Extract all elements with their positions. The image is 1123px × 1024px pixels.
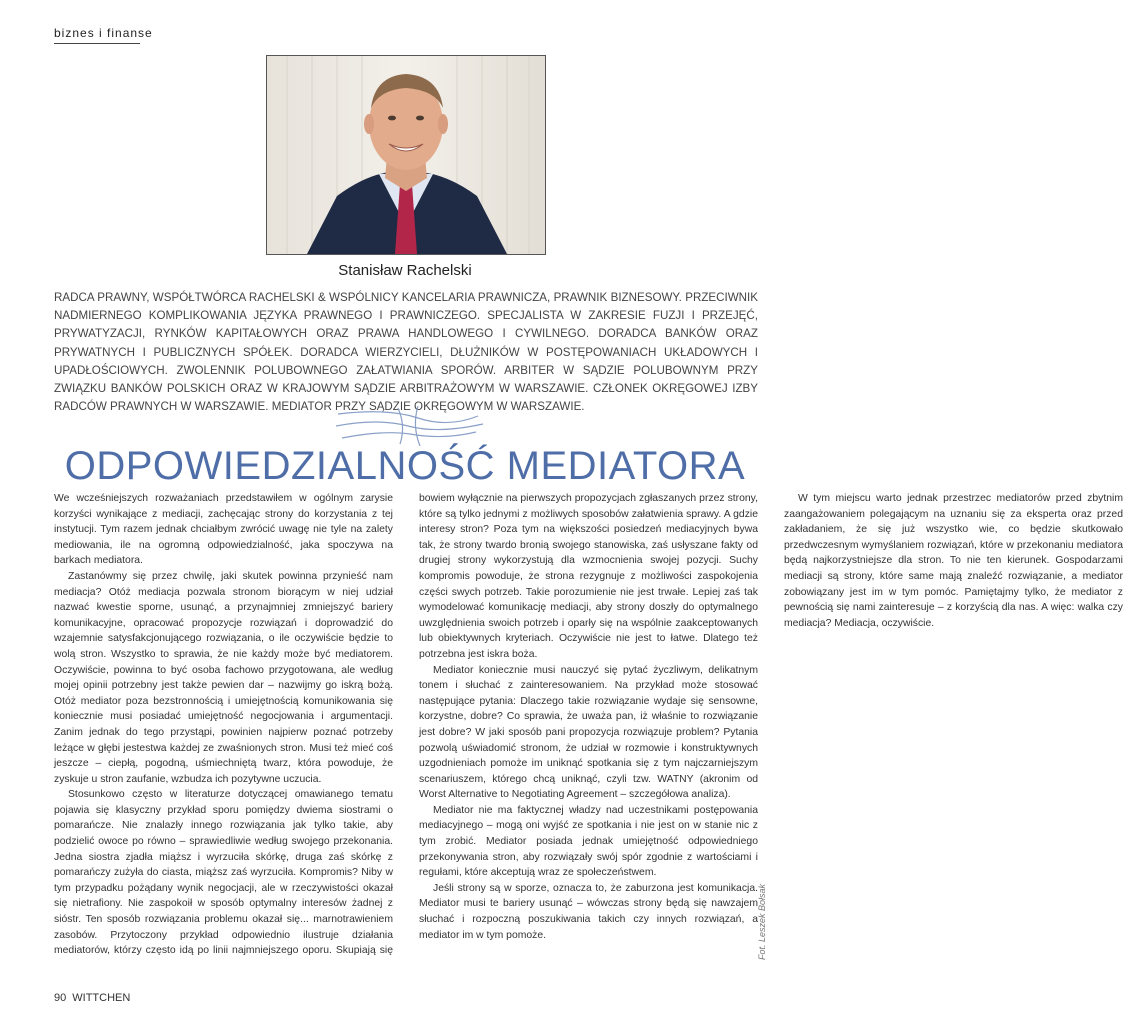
person-name: Stanisław Rachelski <box>338 262 472 279</box>
article-paragraph: Jeśli strony są w sporze, oznacza to, że zaburzona jest komunikacja. Mediator musi te bariery usunąć – wówczas strony będą się nawzajem słuchać i rozpoczną poszukiwania takich czy innych rozwiązań, a mediator im w tym pomoże. <box>419 882 758 941</box>
page-footer <box>54 992 130 1004</box>
decorative-flourish-icon <box>328 404 486 448</box>
article-headline: ODPOWIEDZIALNOŚĆ MEDIATORA <box>64 444 746 488</box>
section-label: biznes i finanse <box>54 26 153 44</box>
page-number: 90 <box>54 992 67 1004</box>
article-paragraph: W tym miejscu warto jednak przestrzec mediatorów przed zbytnim zaangażowaniem polegającym na uznaniu się za eksperta oraz przed zakładaniem, że się już wszystko wie, co będzie skutkowało przedwczesnym wymyślaniem rozwiązań, które w przekonaniu mediatora będą najkorzystniejsze dla stron. To nie ten kierunek. Gospodarzami mediacji są strony, które same mają znaleźć rozwiązanie, a mediator zobowiązany jest im w tym pomóc. Pamiętajmy tylko, że mediator z pewnością się nami zainteresuje – z korzyścią dla nas. A więc: walka czy mediacja? Mediacja, oczywiście. <box>784 493 1123 629</box>
photo-credit: Fot. Leszek Bołsak <box>757 883 767 960</box>
article-paragraph: We wcześniejszych rozważaniach przedstawiłem w ogólnym zarysie korzyści wynikające z mediacji, zachęcając strony do korzystania z tej instytucji. Tym razem jednak chciałbym zwrócić uwagę nie tyle na zalety mediowania, ile na ogromną odpowiedzialność, jaka spoczywa na barkach mediatora. <box>54 493 393 567</box>
article-paragraph: Mediator nie ma faktycznej władzy nad uczestnikami postępowania mediacyjnego – mogą oni wyjść ze spotkania i nie jest on w stanie nic z tym zrobić. Mediator posiada jednak umiejętność odpowiedniego przekonywania stron, aby rozwiązały swój spór zgodnie z wartościami i regułami, które akceptują wraz ze społeczeństwem. <box>419 804 758 879</box>
article-paragraph: Stosunkowo często w literaturze dotyczącej omawianego tematu pojawia się klasyczny przykład sporu pomiędzy dwiema siostrami o pomarańcze. Nie znalazły innego rozwiązania jak tylko takie, aby podzielić owoce po równo – sprawiedliwie według swojego przekonania. Jedna siostra zjadła miąższ i wyrzuciła skórkę, druga zaś skórkę z pomarańczy zużyła do ciasta, miąższ zaś wyrzuciła. Kompromis? Niby w tym przypadku pożądany wynik negocjacji, ale w rzeczywistości okazał się nietrafiony. Nie zaspokoił w sposób optymalny interesów żadnej z sióstr. Ten sposób rozwiązania problemu okazał się... marnotrawieniem zasobów. Przytoczony przykład odpowiednio ilustruje działania mediatorów, którzy często idą po linii najmniejszego oporu. Skupiają się bowiem wyłącznie na pierwszych propozycjach zgłaszanych przez strony, które są tylko jednymi z możliwych sposobów załatwienia sprawy. A gdzie interesy stron? Poza tym na większości posiedzeń mediacyjnych bywa tak, że strony twardo bronią swojego stanowiska, zaś usłyszane fakty od drugiej strony wykorzystują dla wzmocnienia swojej pozycji. Suchy kompromis powoduje, że strona rezygnuje z możliwości zaspokojenia części swych potrzeb. Takie porozumienie nie jest trwałe. Lepiej zaś tak wymodelować komunikację mediacji, aby strony doszły do optymalnego uwzględnienia swoich potrzeb i oparły się na wspólnie zaakceptowanych lub obiektywnych kryteriach. Oczywiście nie jest to łatwe. Dlatego też potrzebna jest iskra boża. <box>54 493 758 957</box>
article-paragraph: Zastanówmy się przez chwilę, jaki skutek powinna przynieść nam mediacja? Otóż mediacja pozwala stronom biorącym w niej udział nazwać kwestie sporne, usunąć, a przynajmniej zmniejszyć bariery komunikacyjne, opracować propozycje rozwiązań i doprowadzić do wzajemnie satysfakcjonującego rozwiązania, o ile oczywiście będzie to wolą stron. Wszystko to sprawia, że nie każdy może być mediatorem. Oczywiście, powinna to być osoba fachowo przygotowana, ale według mojej opinii potrzebny jest także pewien dar – nazwijmy go iskrą bożą. Otóż mediator poza bezstronnością i umiejętnością komunikowania się koniecznie musi posiadać umiejętność negocjowania i argumentacji. Zanim jednak do tego przystąpi, powinien najpierw poznać potrzeby leżące w głębi jestestwa każdej ze zwaśnionych stron. Musi też mieć coś jeszcze – ciepłą, pogodną, uśmiechniętą twarz, która powoduje, że zyskuje u stron zaufanie, wzbudza ich pozytywne uczucia. <box>54 570 393 785</box>
author-photo <box>266 55 546 255</box>
article-paragraph: Mediator koniecznie musi nauczyć się pytać życzliwym, delikatnym tonem i słuchać z zainteresowaniem. Na przykład może stosować następujące pytania: Dlaczego takie rozwiązanie wydaje się sensowne, korzystne, dobre? Co sprawia, że uważa pan, iż właśnie to rozwiązanie jest dobre? W jaki sposób pani propozycja rozwiązuje problem? Pytania pozwolą uświadomić stronom, że udział w rozmowie i konstruktywnych uzgodnieniach pomoże im uniknąć spotkania się z tym najczarniejszym scenariuszem, którego chcą uniknąć, czyli tzw. WATNY (akronim od Worst Alternative to Negotiating Agreement – szczegółowa analiza). <box>419 664 758 801</box>
magazine-name: WITTCHEN <box>72 992 131 1004</box>
author-bio: RADCA PRAWNY, WSPÓŁTWÓRCA RACHELSKI & WSPÓLNICY KANCELARIA PRAWNICZA, PRAWNIK BIZNESOWY. PRZECIWNIK NADMIERNEGO KOMPLIKOWANIA JĘZYKA PRAWNEGO I PRAWNICZEGO. SPECJALISTA W ZAKRESIE FUZJI I PRZEJĘĆ, PRYWATYZACJI, RYNKÓW KAPITAŁOWYCH ORAZ PRAWA HANDLOWEGO I CYWILNEGO. DORADCA BANKÓW ORAZ PRYWATNYCH I PUBLICZNYCH SPÓŁEK. DORADCA WIERZYCIELI, DŁUŻNIKÓW W POSTĘPOWANIACH UKŁADOWYCH I UPADŁOŚCIOWYCH. ZWOLENNIK POLUBOWNEGO ZAŁATWIANIA SPORÓW. ARBITER W SĄDZIE POLUBOWNYM PRZY ZWIĄZKU BANKÓW POLSKICH ORAZ W KRAJOWYM SĄDZIE ARBITRAŻOWYM W WARSZAWIE. CZŁONEK OKRĘGOWEJ IZBY RADCÓW PRAWNYCH W WARSZAWIE. MEDIATOR PRZY SĄDZIE OKRĘGOWYM W WARSZAWIE. <box>54 291 758 414</box>
